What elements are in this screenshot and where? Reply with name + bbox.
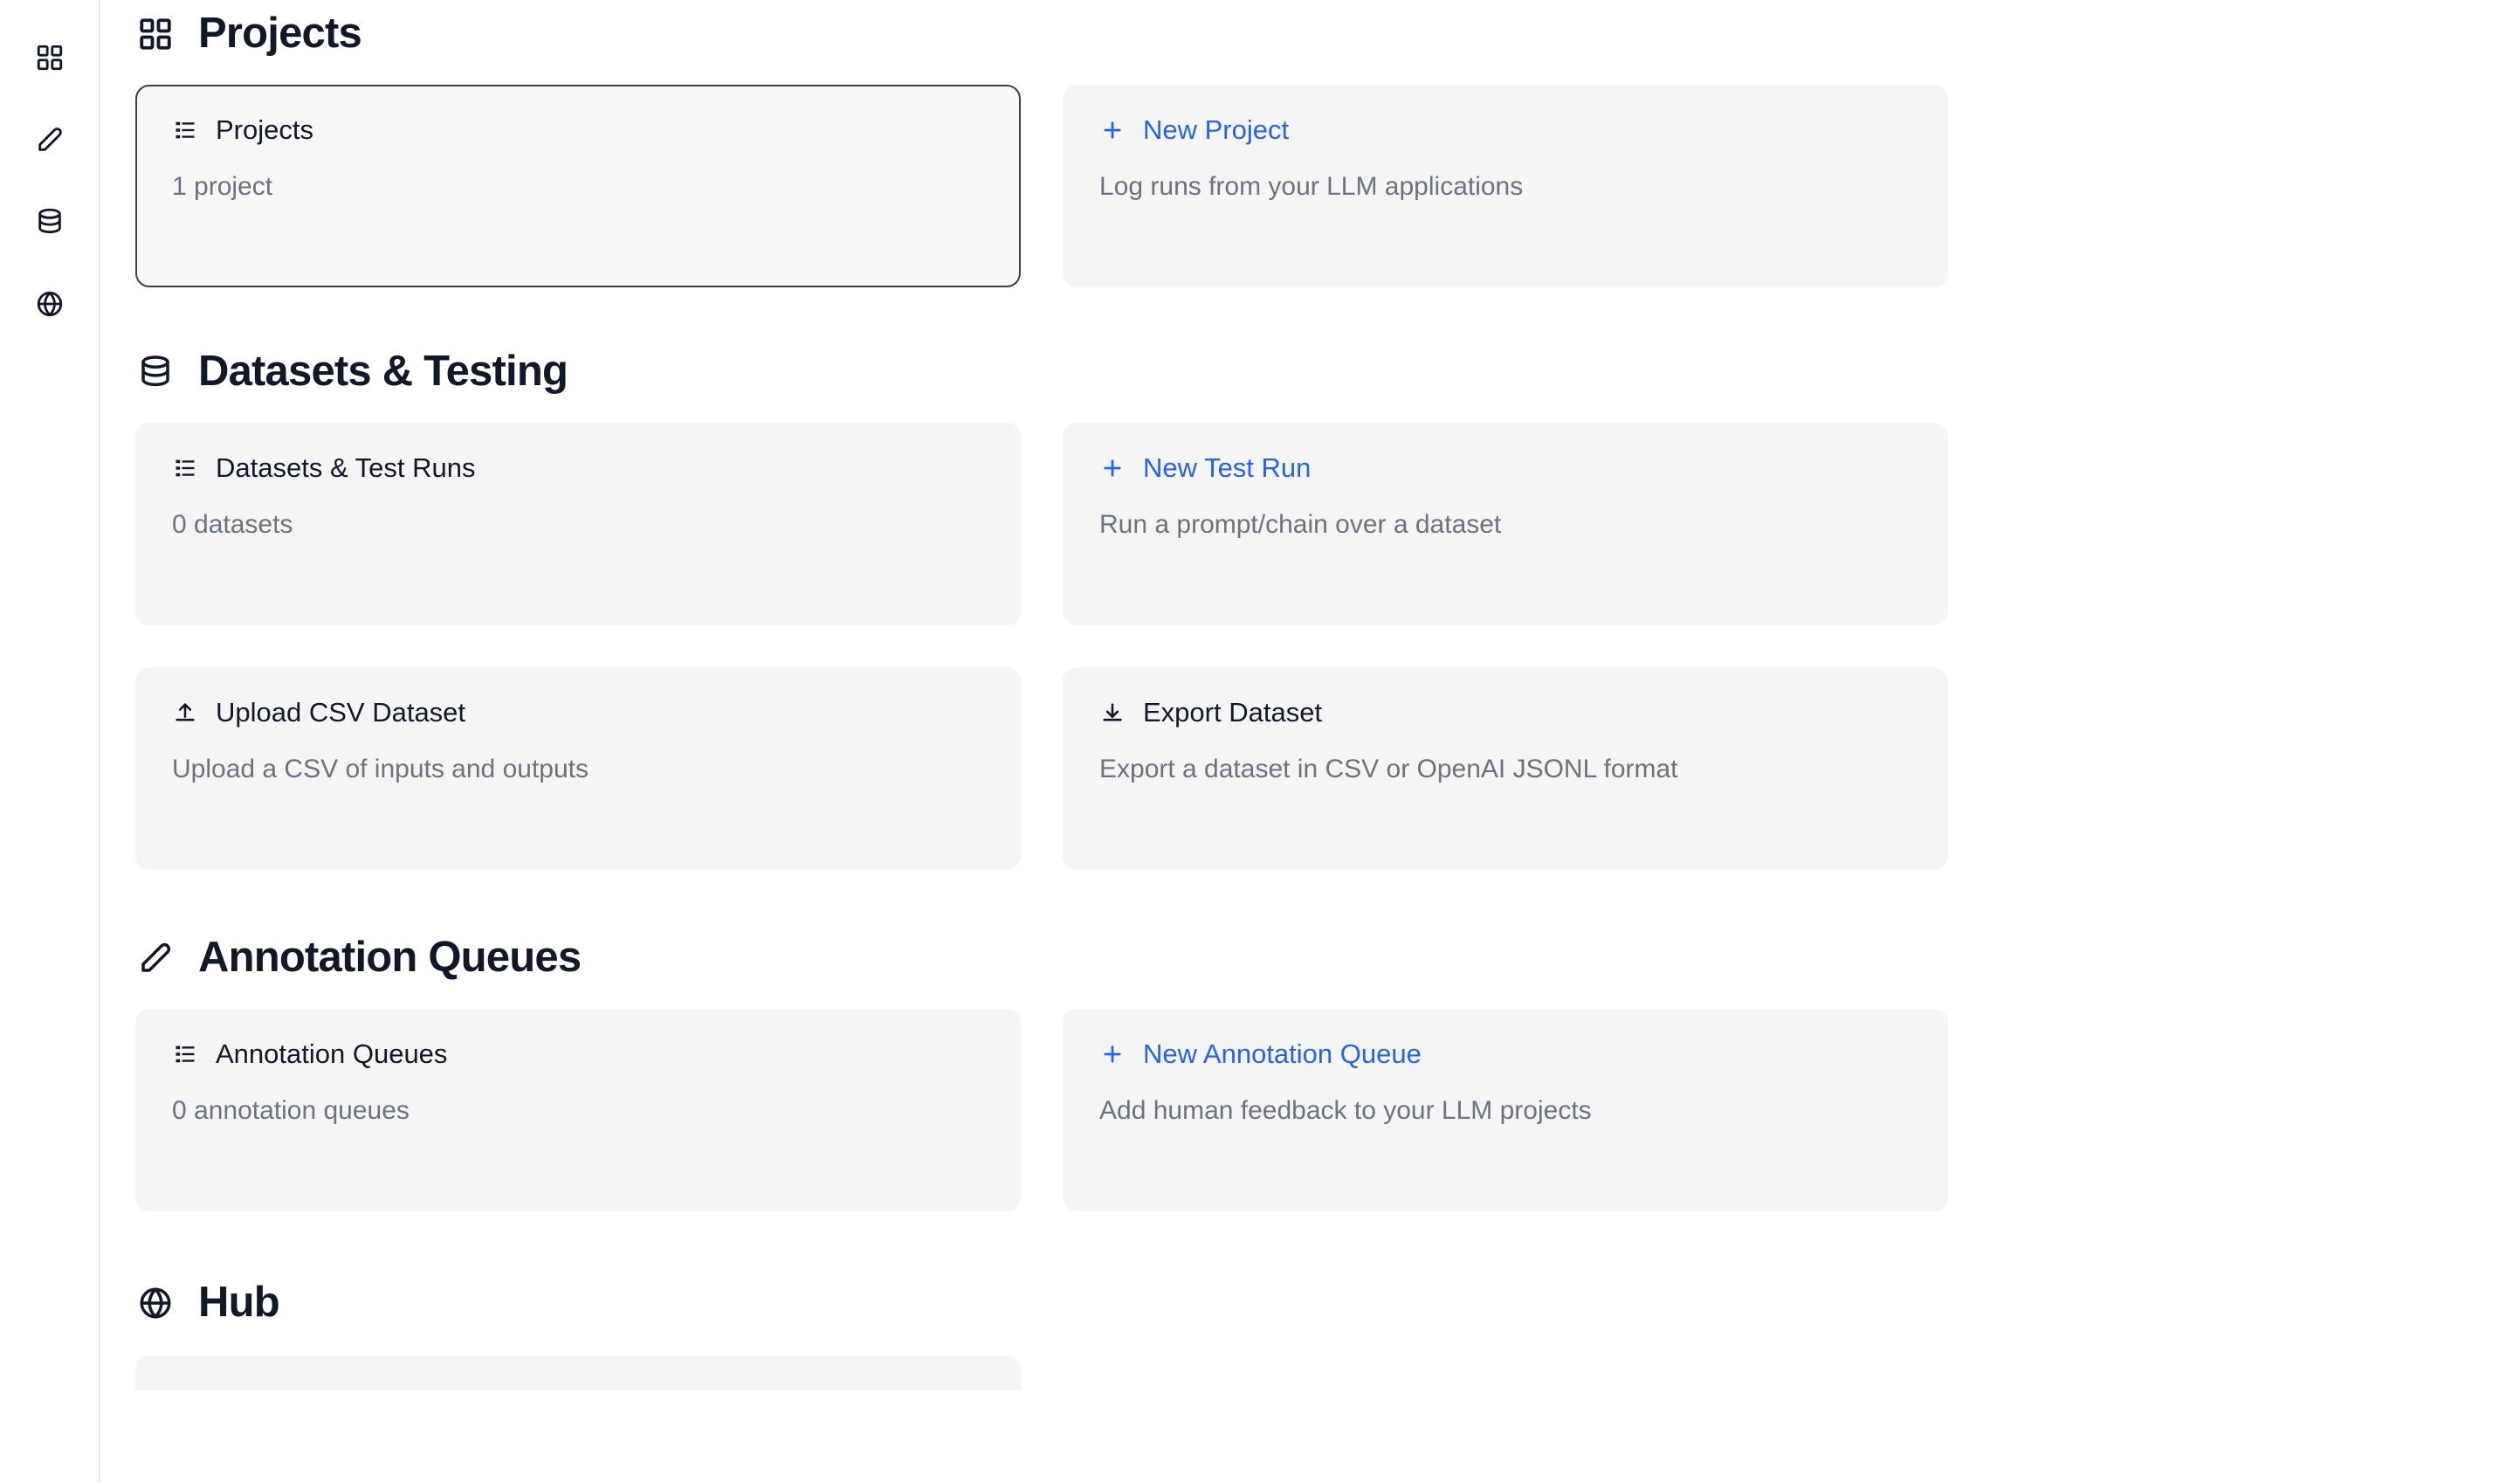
plus-icon xyxy=(1099,455,1126,481)
download-icon xyxy=(1099,700,1126,726)
card-new-annotation-queue[interactable] xyxy=(1063,1009,1948,1211)
page-title: Projects xyxy=(198,10,361,57)
list-icon xyxy=(172,1041,198,1067)
card-hub-partial[interactable] xyxy=(135,1355,1021,1390)
section-header-annotation-queues xyxy=(135,936,2074,979)
card-annotation-queues[interactable] xyxy=(135,1009,1021,1211)
card-subtitle: Export a dataset in CSV or OpenAI JSONL format xyxy=(1099,755,1678,783)
section-header-hub xyxy=(135,1281,2074,1324)
card-subtitle: 0 annotation queues xyxy=(172,1096,410,1125)
section-hub xyxy=(135,1211,2074,1390)
section-title: Datasets & Testing xyxy=(198,348,568,395)
card-label: Projects xyxy=(216,114,313,145)
card-subtitle: 0 datasets xyxy=(172,510,293,539)
card-subtitle: 1 project xyxy=(172,172,273,201)
grid-icon xyxy=(135,14,176,54)
card-label: New Annotation Queue xyxy=(1143,1038,1422,1069)
database-icon xyxy=(135,352,176,392)
card-label: Upload CSV Dataset xyxy=(216,697,466,728)
card-title-row xyxy=(172,1040,984,1067)
list-icon xyxy=(172,117,198,143)
sidebar-item-datasets[interactable] xyxy=(27,199,72,245)
list-icon xyxy=(172,455,198,481)
main-content xyxy=(100,0,2520,1483)
card-subtitle: Add human feedback to your LLM projects xyxy=(1099,1096,1592,1125)
card-title-row xyxy=(1099,454,1911,481)
card-grid-datasets xyxy=(135,423,2074,870)
database-icon xyxy=(35,207,65,237)
card-new-project[interactable] xyxy=(1063,85,1948,287)
card-title-row xyxy=(1099,1040,1911,1067)
plus-icon xyxy=(1099,117,1126,143)
card-subtitle: Run a prompt/chain over a dataset xyxy=(1099,510,1502,539)
section-projects xyxy=(135,0,2074,287)
pencil-icon xyxy=(135,938,176,978)
plus-icon xyxy=(1099,1041,1126,1067)
sidebar-item-annotation[interactable] xyxy=(27,117,72,162)
card-label: New Test Run xyxy=(1143,452,1312,483)
card-grid-annotation-queues xyxy=(135,1009,2074,1211)
card-subtitle: Upload a CSV of inputs and outputs xyxy=(172,755,589,783)
section-header-projects xyxy=(135,12,2074,55)
globe-icon xyxy=(35,289,65,319)
card-datasets-test-runs[interactable] xyxy=(135,423,1021,625)
card-label: Annotation Queues xyxy=(216,1038,448,1069)
card-title-row xyxy=(172,454,984,481)
section-title: Annotation Queues xyxy=(198,934,582,981)
section-header-datasets xyxy=(135,350,2074,393)
card-subtitle: Log runs from your LLM applications xyxy=(1099,172,1524,201)
card-projects[interactable] xyxy=(135,85,1021,287)
card-upload-csv-dataset[interactable] xyxy=(135,667,1021,870)
card-title-row xyxy=(172,116,984,143)
section-datasets xyxy=(135,287,2074,870)
upload-icon xyxy=(172,700,198,726)
card-export-dataset[interactable] xyxy=(1063,667,1948,870)
card-title-row xyxy=(172,699,984,726)
globe-icon xyxy=(135,1283,176,1323)
card-label: Export Dataset xyxy=(1143,697,1323,728)
card-title-row xyxy=(1099,699,1911,726)
sidebar-item-projects[interactable] xyxy=(27,35,72,80)
card-label: New Project xyxy=(1143,114,1290,145)
sidebar xyxy=(0,0,100,1483)
sidebar-item-hub[interactable] xyxy=(27,281,72,327)
card-title-row xyxy=(1099,116,1911,143)
card-grid-projects xyxy=(135,85,2074,287)
pencil-icon xyxy=(35,125,65,155)
card-label: Datasets & Test Runs xyxy=(216,452,476,483)
section-title: Hub xyxy=(198,1279,279,1326)
grid-icon xyxy=(35,43,65,72)
section-annotation-queues xyxy=(135,870,2074,1211)
card-new-test-run[interactable] xyxy=(1063,423,1948,625)
content-column xyxy=(100,0,2126,1390)
